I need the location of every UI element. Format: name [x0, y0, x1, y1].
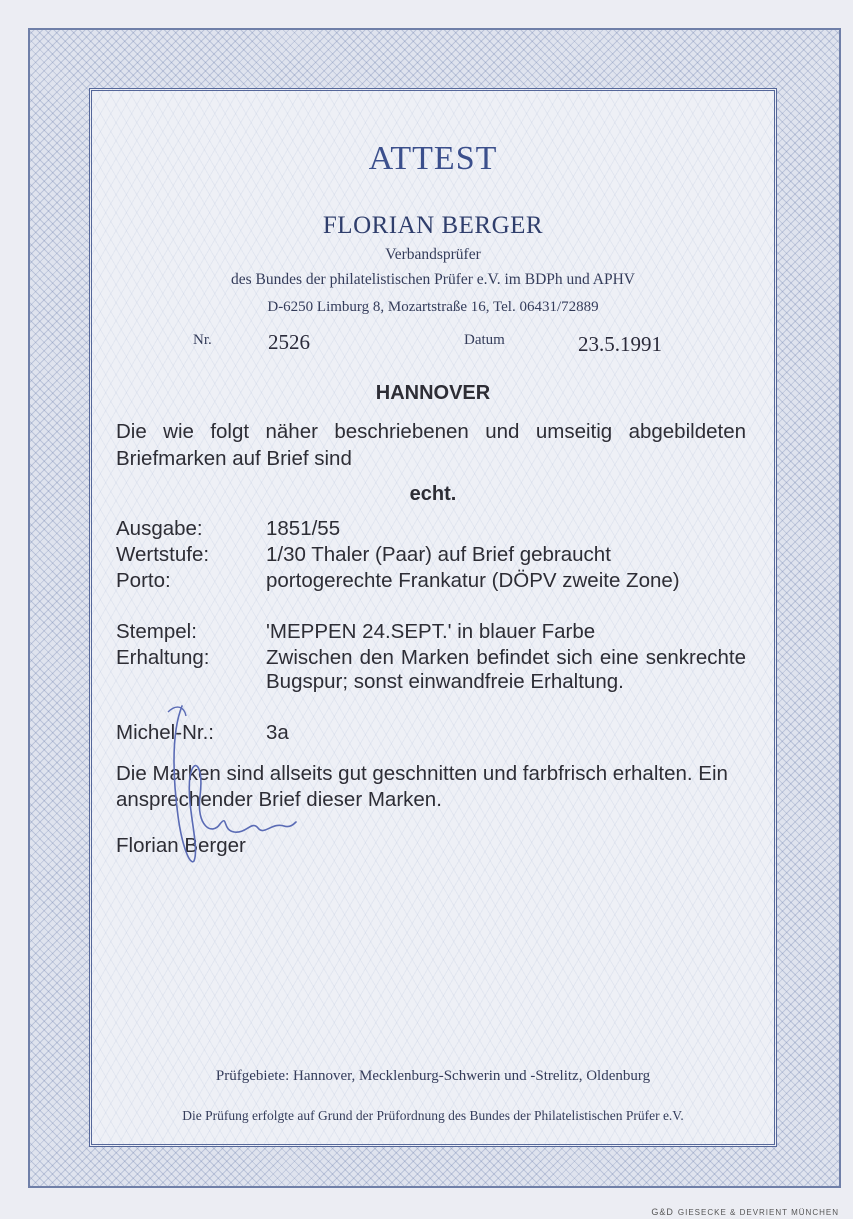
field-value-wertstufe: 1/30 Thaler (Paar) auf Brief gebraucht: [266, 543, 611, 566]
document-title: ATTEST: [368, 140, 498, 177]
intro-text: Die wie folgt näher beschriebenen und umseitig abgebildeten Briefmarken auf Brief sind: [116, 420, 746, 470]
closing-text: Die Marken sind allseits gut geschnitten und farbfrisch erhalten. Ein ansprechender Brief dieser Marken.: [116, 762, 728, 811]
examination-areas: Prüfgebiete: Hannover, Mecklenburg-Schwerin und -Strelitz, Oldenburg: [215, 1068, 651, 1084]
date-label: Datum: [464, 332, 505, 348]
examiner-name: FLORIAN BERGER: [322, 212, 544, 239]
field-value-erhaltung: Zwischen den Marken befindet sich eine senkrechte Bugspur; sonst einwandfreie Erhaltung.: [266, 646, 746, 693]
printer-name: GIESECKE & DEVRIENT MÜNCHEN: [677, 1208, 839, 1217]
stamp-region: HANNOVER: [375, 382, 491, 404]
printer-logo-icon: G&D: [651, 1207, 674, 1217]
examiner-address: D-6250 Limburg 8, Mozartstraße 16, Tel. 06431/72889: [267, 299, 599, 315]
certificate-content: [96, 96, 770, 1139]
verdict: echt.: [409, 483, 457, 505]
handwritten-signature: [160, 696, 300, 876]
examiner-role: Verbandsprüfer: [385, 246, 481, 263]
field-label-ausgabe: Ausgabe:: [116, 517, 203, 540]
certificate-date: 23.5.1991: [578, 332, 662, 356]
field-value-ausgabe: 1851/55: [266, 517, 341, 540]
field-label-michel: Michel-Nr.:: [116, 721, 214, 744]
field-label-erhaltung: Erhaltung:: [116, 646, 210, 669]
certificate-number: 2526: [268, 330, 310, 354]
examination-note: Die Prüfung erfolgte auf Grund der Prüfordnung des Bundes der Philatelistischen Prüfer e.V.: [182, 1108, 684, 1123]
field-value-michel: 3a: [266, 721, 289, 744]
field-value-porto: portogerechte Frankatur (DÖPV zweite Zone): [266, 569, 680, 592]
certificate-number-label: Nr.: [193, 332, 212, 348]
printer-imprint: [651, 1207, 839, 1217]
field-value-stempel: 'MEPPEN 24.SEPT.' in blauer Farbe: [266, 620, 596, 643]
field-label-wertstufe: Wertstufe:: [116, 543, 210, 566]
examiner-association: des Bundes der philatelistischen Prüfer e.V. im BDPh und APHV: [231, 271, 635, 288]
field-label-porto: Porto:: [116, 569, 171, 592]
field-label-stempel: Stempel:: [116, 620, 197, 643]
signer-name: Florian Berger: [116, 834, 246, 857]
